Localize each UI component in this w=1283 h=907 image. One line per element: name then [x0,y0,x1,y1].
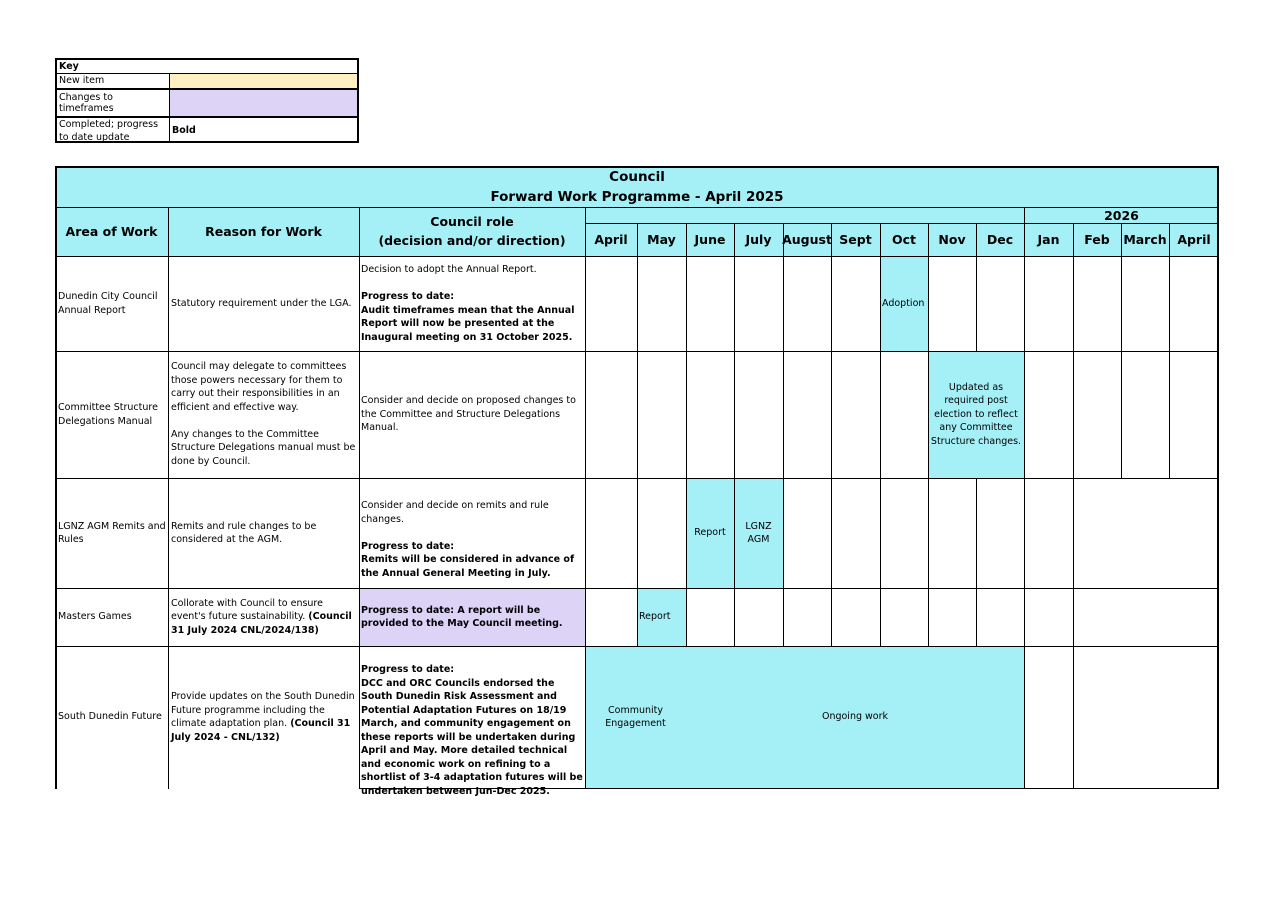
timeline-may-report: Report [639,611,671,623]
month-header: March [1123,232,1167,247]
progress-heading: Progress to date: [361,291,455,302]
table-subtitle: Forward Work Programme - April 2025 [490,189,784,205]
month-header: Oct [891,232,916,247]
reason-text: Collorate with Council to ensure event's future sustainability. [171,597,323,623]
progress-text: DCC and ORC Councils endorsed the South Dunedin Risk Assessment and Potential Adaptation Futures on 18/19 March, and community engagement on these reports will be undertaken during April and May. More detailed technical and economic work on refining to a shortlist of 3-4 adaptation futures will be undertaken between Jun-Dec 2025. [361,677,583,797]
month-header: Feb [1084,232,1110,247]
month-header: April [594,232,628,247]
row-area: LGNZ AGM Remits and Rules [58,520,166,545]
progress-text: Remits will be considered in advance of the Annual General Meeting in July. [361,554,575,579]
progress-heading: Progress to date: [361,540,455,552]
row-role: Consider and decide on proposed changes to the Committee and Structure Delegations Manual. [361,395,576,434]
month-header: July [745,232,772,247]
timeline-ongoing-work: Ongoing work [821,711,889,723]
reason-text: Any changes to the Committee Structure Delegations manual must be done by Council. [171,428,356,467]
col-header-area: Area of Work [65,224,158,239]
row-reason: Statutory requirement under the LGA. [171,297,352,309]
key-row-new-item [57,73,357,88]
col-header-role: Council role [430,213,514,229]
reason-text: Council may delegate to committees those powers necessary for them to carry out their responsibilities in an efficient and effective way. [171,361,347,413]
role-text: Decision to adopt the Annual Report. [361,264,537,275]
row-role [361,499,583,580]
key-table [55,58,359,143]
col-header-role-sub: (decision and/or direction) [378,232,566,248]
month-header: Jan [1037,232,1060,247]
key-row-changes [57,88,357,116]
row-area: Committee Structure Delegations Manual [58,402,158,427]
key-label: Changes to timeframes [59,92,114,114]
progress-heading: Progress to date: [361,664,455,675]
row-role [361,263,583,344]
timeline-june-report: Report [694,527,726,539]
timeline-july-agm: LGNZ AGM [745,520,772,545]
timeline-oct-adoption: Adoption [882,297,925,309]
reason-ref: (Council 31 July 2024 - CNL/132) [171,718,351,743]
timeline-novdec-update: Updated as required post election to reflect any Committee Structure changes. [930,381,1022,447]
year-header: 2026 [1104,207,1139,223]
key-label: New item [59,75,105,86]
col-header-reason: Reason for Work [205,224,322,239]
row-area: Dunedin City Council Annual Report [58,291,158,316]
work-programme-table [55,166,1219,797]
month-header: Sept [839,232,872,247]
month-header: August [782,232,832,247]
key-label: Completed; progress to date update [59,119,159,143]
key-title: Key [59,61,79,72]
key-swatch-changes [169,90,357,116]
timeline-community-engagement: Community Engagement [605,704,666,729]
month-header: June [694,232,726,247]
row-reason [171,646,357,788]
row-role: Progress to date: A report will be provided to the May Council meeting. [361,604,563,629]
month-header: April [1177,232,1211,247]
row-area: South Dunedin Future [58,711,162,723]
month-header: Dec [986,232,1014,247]
key-swatch-bold: Bold [169,118,357,143]
month-header: Nov [938,232,966,247]
row-reason: Remits and rule changes to be considered at the AGM. [171,520,317,545]
key-swatch-new [169,74,357,88]
row-area: Masters Games [58,611,132,623]
row-reason [171,360,357,468]
table-title: Council [609,169,665,185]
reason-text: Provide updates on the South Dunedin Future programme including the climate adaptation plan. [171,691,355,729]
row-reason [171,588,357,646]
month-header: May [647,232,676,247]
progress-text: Audit timeframes mean that the Annual Report will now be presented at the Inaugural meeting on 31 October 2025. [361,304,575,343]
key-row-completed [57,116,357,143]
row-role [361,663,583,798]
role-text: Consider and decide on remits and rule changes. [361,500,549,525]
reason-ref: (Council 31 July 2024 CNL/2024/138) [171,611,352,636]
